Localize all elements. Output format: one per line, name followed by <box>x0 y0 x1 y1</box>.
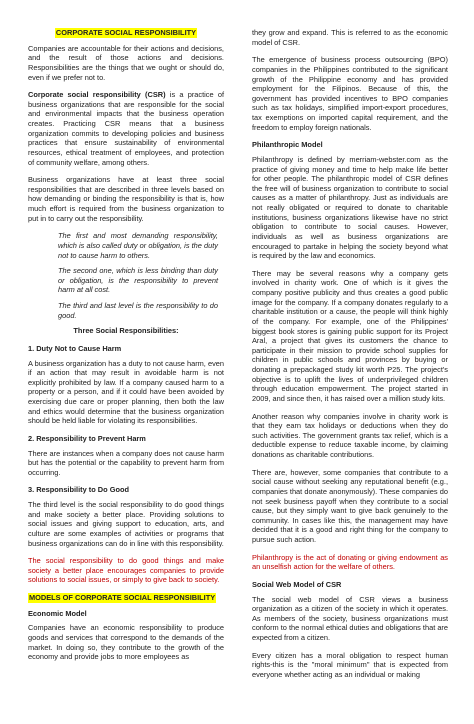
paragraph: Companies are accountable for their actions and decisions, and the result of those actions and decisions. Responsibilities are the things that we ought or should do, even if we prefer not to. <box>28 43 224 82</box>
quote-good: The third and last level is the responsibility to do good. <box>58 301 218 320</box>
right-column <box>252 28 448 688</box>
subheading-prevent: 2. Responsibility to Prevent Harm <box>28 433 146 443</box>
models-heading: MODELS OF CORPORATE SOCIAL RESPONSIBILITY <box>29 593 216 602</box>
csr-definition-text: is a practice of business organizations that are responsible for the social and environmental impacts that the business operation creates. Practicing CSR means that a business organization commits to developing policies and business practices that ensure sustainability of environmental resources, ethical treatment of employees, and protection of community welfare, among others. <box>28 90 224 167</box>
left-column <box>28 28 224 670</box>
paragraph: Companies have an economic responsibility to produce goods and services that correspond to the demands of the market. In doing so, they contribute to the growth of the economy and provide jobs to more employees as <box>28 623 224 662</box>
paragraph: Every citizen has a moral obligation to respect human rights-this is the "moral minimum" that is expected from everyone whether acting as an individual or making <box>252 650 448 679</box>
paragraph: The third level is the social responsibility to do good things and make society a better place. Providing solutions to social issues and giving support to education, arts, and culture are some examples of activities or programs that business organizations can do in line with this responsibility. <box>28 500 224 548</box>
quote-prevent: The second one, which is less binding than duty or obligation, is the responsibility to prevent harm at all cost. <box>58 266 218 295</box>
section-heading: Three Social Responsibilities: <box>73 326 179 336</box>
paragraph: There may be several reasons why a company gets involved in charity work. One of which is it gives the company positive publicity and thus creates a good public image for the company. If a company donates regularly to a charitable institution or a cause, the people will think highly of the company. For example, one of the Philippines' biggest book stores is gaining public support for its Project Aral, a project that gives its customers the chance to participate in their mission to provide school supplies for children in public schools and provinces by buying or donating a prepackaged study kit worth P25. The project's objective is to uplift the lives of underprivileged children through education empowerment. The project started in 2009, and since then, it has raised over a million study kits. <box>252 268 448 403</box>
subheading-philanthropic: Philanthropic Model <box>252 140 323 150</box>
paragraph: Philanthropy is defined by merriam-webster.com as the practice of giving money and time to help make life better for other people. The philanthropic model of CSR defines the free will of business organization to contribute to social causes as a matter of philanthropy. Just as individuals are not really obligated or required to donate to charitable institutions, business organizations likewise have no strict obligation to contribute to social causes. However, individuals as well as business organizations are encouraged to partake in helping the society beyond what is required by the law and economics. <box>252 154 448 261</box>
paragraph: The social web model of CSR views a business organization as a citizen of the society in which it operates. As members of the society, business organizations must conform to the normal ethical duties and obligations that are expected from a citizen. <box>252 594 448 642</box>
paragraph: The emergence of business process outsourcing (BPO) companies in the Philippines contributed to the significant growth of the Philippine economy and has provided employment for the Filipinos. Because of this, the government has provided incentives to BPO companies such as tax holidays, simplified import-export procedures, tax exemptions on imported capital requirement, and the freedom to employ foreign nationals. <box>252 55 448 132</box>
subheading-duty: 1. Duty Not to Cause Harm <box>28 343 122 353</box>
paragraph: A business organization has a duty to not cause harm, even if an action that may result in avoidable harm is not explicitly prohibited by law. If a company caused harm to a property or a person, and if it could have been avoided by exercising due care or proper planning, then both the law and ethics would determine that the business organization should be held liable for violating its responsibilities. <box>28 358 224 426</box>
csr-term: Corporate social responsibility (CSR) <box>28 90 166 100</box>
subheading-economic: Economic Model <box>28 608 87 618</box>
subheading-social-web: Social Web Model of CSR <box>252 579 342 589</box>
highlight-note: The social responsibility to do good things and make society a better place encourages companies to provide solutions to social issues, or simply to give back to society. <box>28 556 224 585</box>
highlight-note: Philanthropy is the act of donating or giving endowment as an unselfish action for the welfare of others. <box>252 552 448 572</box>
csr-heading: CORPORATE SOCIAL RESPONSIBILITY <box>55 28 197 37</box>
subheading-good: 3. Responsibility to Do Good <box>28 485 130 495</box>
paragraph: Another reason why companies involve in charity work is that they earn tax holidays or deductions when they do such activities. The government grants tax relief, which is a deductible expense to reduce taxable income, by claiming donations as charitable contributions. <box>252 411 448 459</box>
quote-duty: The first and most demanding responsibility, which is also called duty or obligation, is the duty not to cause harm to others. <box>58 231 218 260</box>
csr-definition <box>28 90 224 167</box>
paragraph: There are, however, some companies that contribute to a social cause without seeking any reputational benefit (e.g., companies that donate anonymously). These companies do not seek business payoff when they contribute to a social cause, but they simply want to give back genuinely to the community. In cases like this, the management may have decided that it is a good and right thing for the company to pursue such action. <box>252 467 448 544</box>
paragraph: Business organizations have at least three social responsibilities that are described in three levels based on how demanding or binding the responsibility is that is, how much effort is required from the business organization to put in to carry out the responsibility. <box>28 175 224 223</box>
paragraph: There are instances when a company does not cause harm but has the potential or the capability to prevent harm from occurring. <box>28 448 224 477</box>
paragraph: they grow and expand. This is referred to as the economic model of CSR. <box>252 28 448 47</box>
